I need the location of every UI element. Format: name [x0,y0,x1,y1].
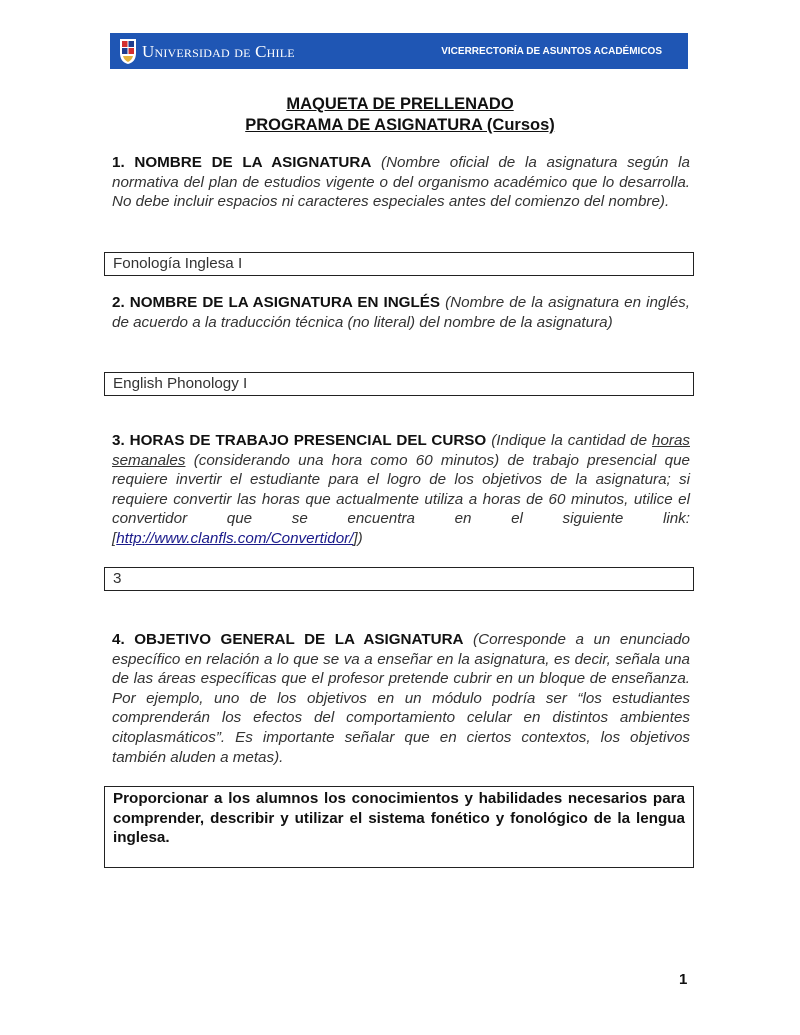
section-2-answer: English Phonology I [113,375,248,392]
weekly-hours-emphasis: horas semanales [112,432,690,469]
section-3-description: (Indique la cantidad de horas semanales (considerando una hora como 60 minutos) de trabajo presencial que requiere invertir el estudiante para el logro de los objetivos de la asignatura; si requiere convertir las horas que actualmente utiliza a horas de 60 minutos, utilice el convertidor que se encuentra en el siguiente link: [http://www.clanfls.com/Convertidor/]) [112,432,690,547]
document-title [110,94,690,136]
page-number: 1 [679,971,688,988]
section-2-heading: 2. NOMBRE DE LA ASIGNATURA EN INGLÉS [112,294,441,311]
section-1-description: (Nombre oficial de la asignatura según la normativa del plan de estudios vigente o del organismo académico que lo desarrolla. No debe incluir espacios ni caracteres especiales antes del comienzo del nombre). [112,154,690,211]
section-1-answer: Fonología Inglesa I [113,255,243,272]
section-1 [112,153,690,212]
section-3-answer-box[interactable] [104,567,694,591]
section-2 [112,293,690,332]
section-4-description: (Corresponde a un enunciado específico en relación a lo que se va a enseñar en la asignatura, es decir, señala una de las áreas específicas que el profesor pretende cubrir en un bloque de enseñanza. Por ejemplo, uno de los objetivos en un módulo podría ser “los estudiantes comprenderán los efectos del comportamiento celular en distintos ambientes citoplasmáticos”. Es importante señalar que en ciertos contextos, los objetivos también aluden a metas). [112,631,690,766]
section-1-answer-box[interactable] [104,252,694,276]
section-2-answer-box[interactable] [104,372,694,396]
section-3-heading: 3. HORAS DE TRABAJO PRESENCIAL DEL CURSO [112,432,487,449]
university-crest-icon [119,37,137,65]
header-banner [110,33,688,69]
section-3 [112,431,690,549]
section-4-answer-box[interactable] [104,786,694,868]
title-line-1: MAQUETA DE PRELLENADO [286,95,514,113]
section-3-answer: 3 [113,570,122,587]
section-1-heading: 1. NOMBRE DE LA ASIGNATURA [112,154,372,171]
office-name: VICERRECTORÍA DE ASUNTOS ACADÉMICOS [441,46,662,57]
section-4 [112,630,690,767]
section-4-answer: Proporcionar a los alumnos los conocimientos y habilidades necesarios para comprender, describir y utilizar el sistema fonético y fonológico de la lengua inglesa. [113,790,685,847]
university-name: Universidad de Chile [142,42,295,61]
section-4-heading: 4. OBJETIVO GENERAL DE LA ASIGNATURA [112,631,464,648]
section-2-description: (Nombre de la asignatura en inglés, de acuerdo a la traducción técnica (no literal) del nombre de la asignatura) [112,294,690,331]
title-line-2: PROGRAMA DE ASIGNATURA (Cursos) [245,116,555,134]
converter-link[interactable]: http://www.clanfls.com/Convertidor/ [116,529,354,547]
